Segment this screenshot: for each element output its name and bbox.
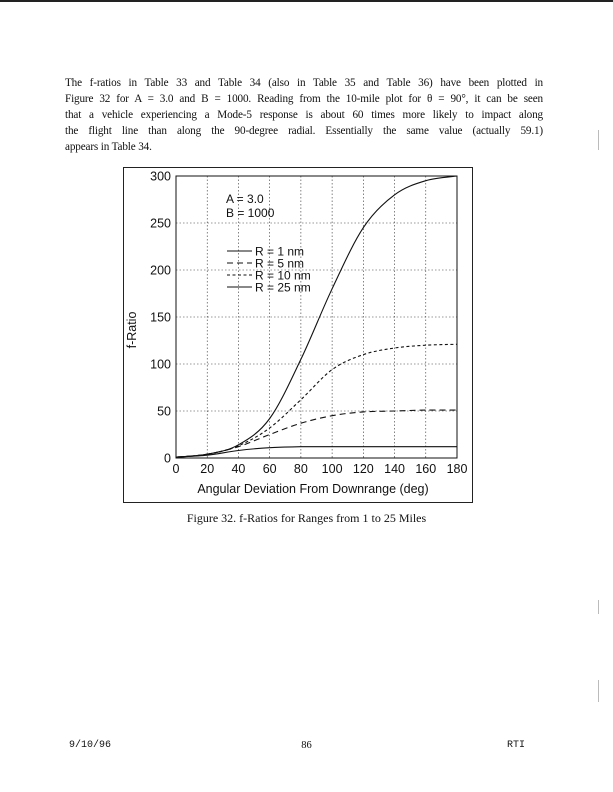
body-paragraph bbox=[65, 75, 543, 155]
x-tick-label: 80 bbox=[293, 462, 308, 476]
legend-label: R = 5 nm bbox=[255, 256, 305, 271]
paragraph-line: Figure 32 for A = 3.0 and B = 1000. Reading from the 10-mile plot for θ = 90°, it can be seen bbox=[65, 93, 543, 105]
paragraph-line: appears in Table 34. bbox=[65, 141, 152, 153]
x-tick-label: 40 bbox=[231, 462, 246, 476]
paragraph-line: the flight line than along the 90-degree radial. Essentially the same value (actually 59.1) bbox=[65, 125, 543, 137]
y-axis-label: f-Ratio bbox=[125, 311, 139, 349]
footer-date: 9/10/96 bbox=[69, 740, 112, 751]
footer-org: RTI bbox=[507, 740, 526, 751]
footer-page-number: 86 bbox=[301, 740, 312, 751]
y-tick-label: 300 bbox=[150, 169, 171, 184]
y-tick-label: 200 bbox=[150, 263, 171, 278]
legend-label: R = 10 nm bbox=[255, 268, 311, 283]
y-tick-label: 50 bbox=[157, 404, 171, 419]
y-tick-label: 100 bbox=[150, 357, 171, 372]
x-tick-label: 60 bbox=[262, 462, 277, 476]
chart-series bbox=[176, 176, 457, 457]
paragraph-line: The f-ratios in Table 33 and Table 34 (also in Table 35 and Table 36) have been plotted in bbox=[65, 77, 543, 89]
chart-ticks bbox=[150, 170, 467, 477]
figure-caption: Figure 32. f-Ratios for Ranges from 1 to 25 Miles bbox=[186, 511, 427, 525]
legend-label: R = 25 nm bbox=[255, 280, 311, 295]
x-tick-label: 140 bbox=[384, 462, 405, 476]
legend-label: R = 1 nm bbox=[255, 244, 305, 259]
y-tick-label: 250 bbox=[150, 216, 171, 231]
x-tick-label: 0 bbox=[172, 462, 180, 476]
x-axis-label: Angular Deviation From Downrange (deg) bbox=[197, 482, 429, 496]
y-tick-label: 150 bbox=[150, 310, 171, 325]
chart-annotation: A = 3.0 bbox=[226, 192, 264, 206]
x-tick-label: 120 bbox=[352, 462, 374, 476]
series-line bbox=[176, 176, 457, 457]
page-top-rule bbox=[0, 0, 613, 2]
chart-annotations bbox=[226, 192, 275, 220]
x-tick-label: 180 bbox=[446, 462, 468, 476]
f-ratio-chart bbox=[123, 167, 473, 503]
chart-annotation: B = 1000 bbox=[226, 206, 275, 220]
series-line bbox=[176, 344, 457, 457]
scan-margin-mark bbox=[598, 600, 599, 614]
y-tick-label: 0 bbox=[164, 451, 171, 466]
paragraph-line: that a vehicle experiencing a Mode-5 response is about 60 times more likely to impact along bbox=[65, 109, 543, 121]
series-line bbox=[176, 410, 457, 457]
chart-legend bbox=[227, 245, 311, 295]
x-tick-label: 20 bbox=[200, 462, 215, 476]
x-tick-label: 100 bbox=[321, 462, 343, 476]
chart-grid bbox=[176, 176, 457, 458]
x-tick-label: 160 bbox=[415, 462, 437, 476]
scan-margin-mark bbox=[598, 130, 599, 150]
scan-margin-mark bbox=[598, 680, 599, 702]
